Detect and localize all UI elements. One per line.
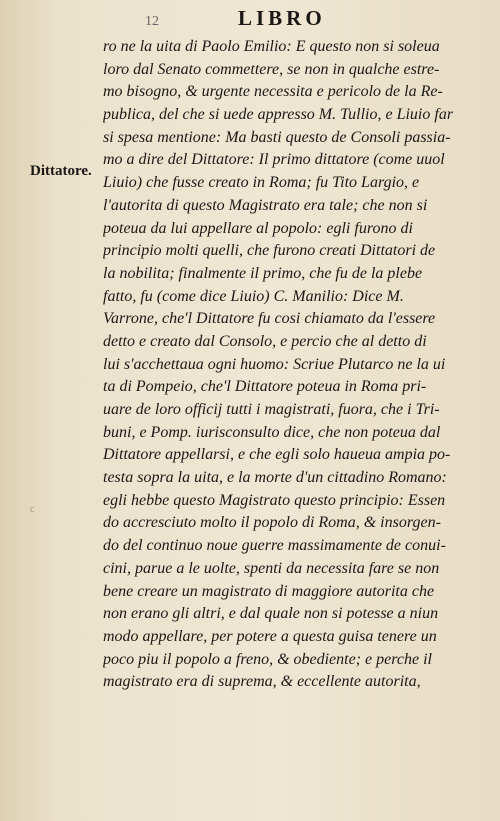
page-marker: 12 (145, 14, 159, 29)
text-line: principio molti quelli, che furono creati Dittatori de (103, 242, 436, 260)
body-text (103, 36, 475, 694)
text-line: mo bisogno, & urgente necessita e pericolo de la Re- (103, 83, 443, 101)
text-line: ro ne la uita di Paolo Emilio: E questo non si soleua (103, 38, 440, 55)
margin-note: Dittatore. (30, 163, 92, 179)
running-title: LIBRO (238, 6, 326, 30)
text-line: l'autorita di questo Magistrato era tale; che non si (103, 196, 428, 214)
text-line: Liuio) che fusse creato in Roma; fu Tito Largio, e (103, 174, 420, 192)
text-line: modo appellare, per potere a questa guisa tenere un (103, 627, 437, 645)
text-line: non erano gli altri, e dal quale non si potesse a niun (103, 605, 439, 623)
text-line: egli hebbe questo Magistrato questo principio: Essen (103, 491, 446, 509)
text-line: Varrone, che'l Dittatore fu cosi chiamato da l'essere (103, 310, 436, 328)
text-line: mo a dire del Dittatore: Il primo dittatore (come uuol (103, 151, 445, 169)
text-line: publica, del che si uede appresso M. Tullio, e Liuio far (103, 106, 454, 124)
text-line: poteua da lui appellare al popolo: egli furono di (103, 219, 413, 237)
text-line: magistrato era di suprema, & eccellente autorita, (103, 673, 421, 691)
text-line: do accresciuto molto il popolo di Roma, & insorgen- (103, 514, 441, 532)
margin-mark: c (30, 504, 35, 515)
text-line: uare de loro officij tutti i magistrati, fuora, che i Tri- (103, 401, 440, 418)
text-line: do del continuo noue guerre massimamente de conui- (103, 537, 446, 555)
text-line: la nobilita; finalmente il primo, che fu de la plebe (103, 264, 423, 282)
text-line: loro dal Senato commettere, se non in qualche estre- (103, 60, 440, 78)
text-line: ta di Pompeio, che'l Dittatore poteua in Roma pri- (103, 378, 427, 396)
text-line: detto e creato dal Consolo, e percio che al detto di (103, 332, 427, 350)
text-line: lui s'acchettaua ogni huomo: Scriue Plutarco ne la ui (103, 355, 446, 373)
text-line: cini, parue a le uolte, spenti da necessita fare se non (103, 559, 440, 577)
text-line: buni, e Pomp. iurisconsulto dice, che non poteua dal (103, 423, 441, 441)
text-line: testa sopra la uita, e la morte d'un cittadino Romano: (103, 469, 447, 487)
text-line: poco piu il popolo a freno, & obediente; e perche il (103, 650, 432, 668)
text-line: fatto, fu (come dice Liuio) C. Manilio: Dice M. (103, 287, 404, 305)
text-line: bene creare un magistrato di maggiore autorita che (103, 582, 435, 600)
text-line: Dittatore appellarsi, e che egli solo haueua ampia po- (103, 446, 451, 464)
text-line: si spesa mentione: Ma basti questo de Consoli passia- (103, 128, 451, 146)
